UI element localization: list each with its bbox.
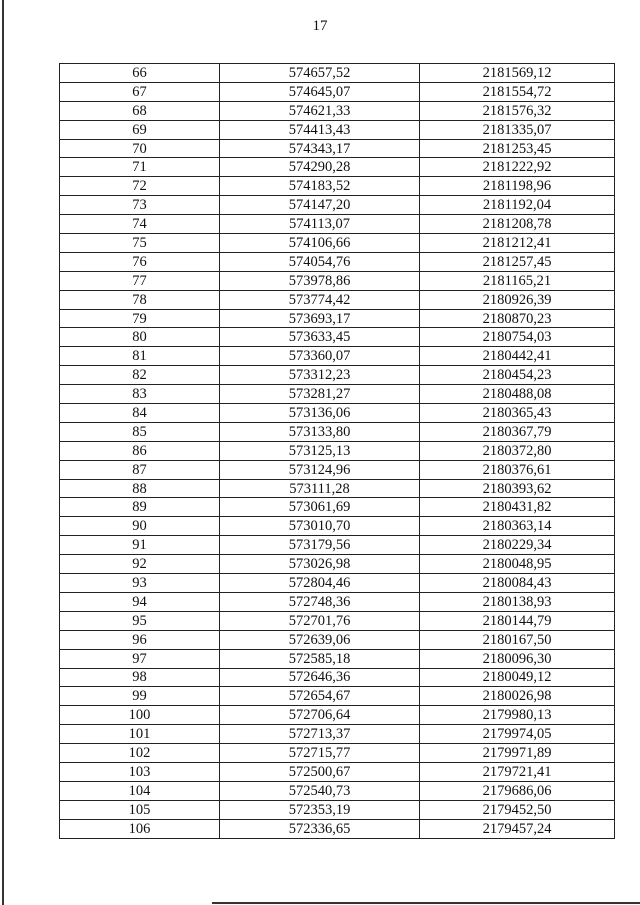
point-number-cell: 96	[60, 630, 220, 649]
y-coordinate-cell: 2180870,23	[420, 309, 615, 328]
y-coordinate-cell: 2179974,05	[420, 725, 615, 744]
x-coordinate-cell: 574106,66	[220, 234, 420, 253]
y-coordinate-cell: 2181569,12	[420, 64, 615, 83]
table-row	[60, 385, 615, 404]
table-row	[60, 139, 615, 158]
y-coordinate-cell: 2181576,32	[420, 101, 615, 120]
table-row	[60, 328, 615, 347]
y-coordinate-cell: 2180096,30	[420, 649, 615, 668]
table-row	[60, 725, 615, 744]
x-coordinate-cell: 574054,76	[220, 252, 420, 271]
x-coordinate-cell: 572706,64	[220, 706, 420, 725]
point-number-cell: 73	[60, 196, 220, 215]
x-coordinate-cell: 574657,52	[220, 64, 420, 83]
y-coordinate-cell: 2180376,61	[420, 460, 615, 479]
point-number-cell: 92	[60, 555, 220, 574]
y-coordinate-cell: 2180144,79	[420, 611, 615, 630]
point-number-cell: 79	[60, 309, 220, 328]
point-number-cell: 89	[60, 498, 220, 517]
point-number-cell: 85	[60, 422, 220, 441]
x-coordinate-cell: 573281,27	[220, 385, 420, 404]
point-number-cell: 97	[60, 649, 220, 668]
y-coordinate-cell: 2180367,79	[420, 422, 615, 441]
point-number-cell: 90	[60, 517, 220, 536]
table-row	[60, 592, 615, 611]
table-row	[60, 800, 615, 819]
table-row	[60, 611, 615, 630]
table-row	[60, 498, 615, 517]
point-number-cell: 98	[60, 668, 220, 687]
x-coordinate-cell: 572336,65	[220, 819, 420, 838]
y-coordinate-cell: 2181165,21	[420, 271, 615, 290]
table-row	[60, 366, 615, 385]
point-number-cell: 101	[60, 725, 220, 744]
table-row	[60, 234, 615, 253]
table-row	[60, 630, 615, 649]
point-number-cell: 104	[60, 781, 220, 800]
y-coordinate-cell: 2179457,24	[420, 819, 615, 838]
table-row	[60, 404, 615, 423]
x-coordinate-cell: 572713,37	[220, 725, 420, 744]
x-coordinate-cell: 573133,80	[220, 422, 420, 441]
y-coordinate-cell: 2181335,07	[420, 120, 615, 139]
x-coordinate-cell: 574290,28	[220, 158, 420, 177]
page-border-left	[2, 0, 4, 905]
point-number-cell: 91	[60, 536, 220, 555]
page-number: 17	[312, 18, 328, 34]
coordinates-table-body	[60, 64, 615, 839]
table-row	[60, 706, 615, 725]
x-coordinate-cell: 574621,33	[220, 101, 420, 120]
x-coordinate-cell: 573125,13	[220, 441, 420, 460]
table-row	[60, 744, 615, 763]
y-coordinate-cell: 2181222,92	[420, 158, 615, 177]
x-coordinate-cell: 573026,98	[220, 555, 420, 574]
x-coordinate-cell: 574413,43	[220, 120, 420, 139]
point-number-cell: 67	[60, 82, 220, 101]
point-number-cell: 68	[60, 101, 220, 120]
y-coordinate-cell: 2180167,50	[420, 630, 615, 649]
point-number-cell: 69	[60, 120, 220, 139]
x-coordinate-cell: 572540,73	[220, 781, 420, 800]
y-coordinate-cell: 2181208,78	[420, 215, 615, 234]
y-coordinate-cell: 2180138,93	[420, 592, 615, 611]
table-row	[60, 309, 615, 328]
point-number-cell: 88	[60, 479, 220, 498]
x-coordinate-cell: 573312,23	[220, 366, 420, 385]
y-coordinate-cell: 2180365,43	[420, 404, 615, 423]
table-row	[60, 271, 615, 290]
point-number-cell: 99	[60, 687, 220, 706]
x-coordinate-cell: 572715,77	[220, 744, 420, 763]
table-row	[60, 158, 615, 177]
x-coordinate-cell: 573124,96	[220, 460, 420, 479]
point-number-cell: 81	[60, 347, 220, 366]
x-coordinate-cell: 572701,76	[220, 611, 420, 630]
point-number-cell: 83	[60, 385, 220, 404]
y-coordinate-cell: 2180431,82	[420, 498, 615, 517]
table-row	[60, 762, 615, 781]
x-coordinate-cell: 573978,86	[220, 271, 420, 290]
x-coordinate-cell: 572646,36	[220, 668, 420, 687]
x-coordinate-cell: 574645,07	[220, 82, 420, 101]
y-coordinate-cell: 2181253,45	[420, 139, 615, 158]
coordinates-table	[59, 63, 615, 839]
y-coordinate-cell: 2181198,96	[420, 177, 615, 196]
x-coordinate-cell: 574113,07	[220, 215, 420, 234]
x-coordinate-cell: 573010,70	[220, 517, 420, 536]
point-number-cell: 106	[60, 819, 220, 838]
point-number-cell: 80	[60, 328, 220, 347]
y-coordinate-cell: 2180049,12	[420, 668, 615, 687]
point-number-cell: 84	[60, 404, 220, 423]
point-number-cell: 103	[60, 762, 220, 781]
y-coordinate-cell: 2180442,41	[420, 347, 615, 366]
y-coordinate-cell: 2179980,13	[420, 706, 615, 725]
point-number-cell: 94	[60, 592, 220, 611]
point-number-cell: 102	[60, 744, 220, 763]
table-row	[60, 347, 615, 366]
table-row	[60, 819, 615, 838]
table-row	[60, 215, 615, 234]
x-coordinate-cell: 572654,67	[220, 687, 420, 706]
point-number-cell: 93	[60, 574, 220, 593]
point-number-cell: 74	[60, 215, 220, 234]
x-coordinate-cell: 573061,69	[220, 498, 420, 517]
table-row	[60, 82, 615, 101]
table-row	[60, 290, 615, 309]
point-number-cell: 95	[60, 611, 220, 630]
table-row	[60, 649, 615, 668]
table-row	[60, 555, 615, 574]
table-row	[60, 64, 615, 83]
y-coordinate-cell: 2181257,45	[420, 252, 615, 271]
x-coordinate-cell: 574147,20	[220, 196, 420, 215]
table-row	[60, 668, 615, 687]
x-coordinate-cell: 572748,36	[220, 592, 420, 611]
x-coordinate-cell: 572639,06	[220, 630, 420, 649]
table-row	[60, 536, 615, 555]
x-coordinate-cell: 573179,56	[220, 536, 420, 555]
y-coordinate-cell: 2180926,39	[420, 290, 615, 309]
y-coordinate-cell: 2179721,41	[420, 762, 615, 781]
x-coordinate-cell: 574183,52	[220, 177, 420, 196]
y-coordinate-cell: 2179452,50	[420, 800, 615, 819]
x-coordinate-cell: 573136,06	[220, 404, 420, 423]
table-row	[60, 120, 615, 139]
point-number-cell: 70	[60, 139, 220, 158]
point-number-cell: 82	[60, 366, 220, 385]
table-row	[60, 460, 615, 479]
y-coordinate-cell: 2180229,34	[420, 536, 615, 555]
point-number-cell: 72	[60, 177, 220, 196]
point-number-cell: 100	[60, 706, 220, 725]
table-row	[60, 252, 615, 271]
table-row	[60, 177, 615, 196]
point-number-cell: 87	[60, 460, 220, 479]
y-coordinate-cell: 2179686,06	[420, 781, 615, 800]
point-number-cell: 75	[60, 234, 220, 253]
point-number-cell: 105	[60, 800, 220, 819]
table-row	[60, 781, 615, 800]
point-number-cell: 77	[60, 271, 220, 290]
x-coordinate-cell: 572500,67	[220, 762, 420, 781]
y-coordinate-cell: 2181212,41	[420, 234, 615, 253]
y-coordinate-cell: 2180393,62	[420, 479, 615, 498]
y-coordinate-cell: 2180754,03	[420, 328, 615, 347]
y-coordinate-cell: 2180048,95	[420, 555, 615, 574]
y-coordinate-cell: 2180372,80	[420, 441, 615, 460]
point-number-cell: 76	[60, 252, 220, 271]
x-coordinate-cell: 573360,07	[220, 347, 420, 366]
point-number-cell: 66	[60, 64, 220, 83]
x-coordinate-cell: 572804,46	[220, 574, 420, 593]
table-row	[60, 441, 615, 460]
x-coordinate-cell: 573774,42	[220, 290, 420, 309]
x-coordinate-cell: 572353,19	[220, 800, 420, 819]
y-coordinate-cell: 2180026,98	[420, 687, 615, 706]
y-coordinate-cell: 2179971,89	[420, 744, 615, 763]
y-coordinate-cell: 2180363,14	[420, 517, 615, 536]
table-row	[60, 422, 615, 441]
table-row	[60, 517, 615, 536]
table-row	[60, 687, 615, 706]
x-coordinate-cell: 573693,17	[220, 309, 420, 328]
y-coordinate-cell: 2181554,72	[420, 82, 615, 101]
point-number-cell: 71	[60, 158, 220, 177]
y-coordinate-cell: 2181192,04	[420, 196, 615, 215]
table-row	[60, 479, 615, 498]
point-number-cell: 86	[60, 441, 220, 460]
x-coordinate-cell: 573111,28	[220, 479, 420, 498]
point-number-cell: 78	[60, 290, 220, 309]
x-coordinate-cell: 574343,17	[220, 139, 420, 158]
x-coordinate-cell: 573633,45	[220, 328, 420, 347]
page-border-bottom	[212, 902, 640, 904]
table-row	[60, 196, 615, 215]
y-coordinate-cell: 2180084,43	[420, 574, 615, 593]
y-coordinate-cell: 2180488,08	[420, 385, 615, 404]
x-coordinate-cell: 572585,18	[220, 649, 420, 668]
y-coordinate-cell: 2180454,23	[420, 366, 615, 385]
table-row	[60, 101, 615, 120]
table-row	[60, 574, 615, 593]
